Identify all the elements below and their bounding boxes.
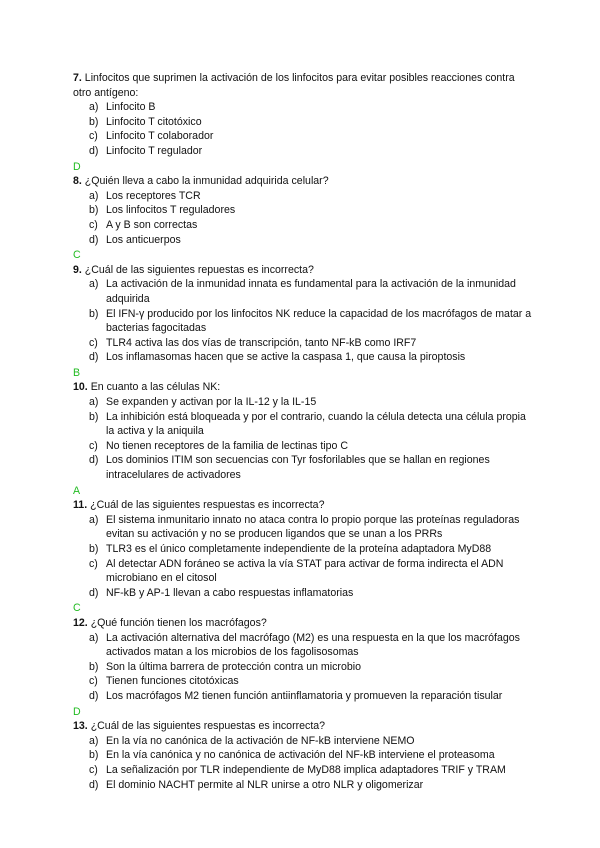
option-item	[89, 203, 533, 218]
question-number: 11.	[73, 499, 88, 512]
option-item	[89, 100, 533, 115]
option-list	[73, 189, 533, 247]
option-letter: b)	[89, 204, 99, 217]
option-text: El IFN-γ producido por los linfocitos NK reduce la capacidad de los macrófagos de matar a bacterias fagocitadas	[106, 307, 532, 335]
answer-key: C	[73, 249, 81, 262]
option-item	[89, 660, 533, 675]
option-letter: d)	[89, 454, 99, 467]
option-letter: d)	[89, 233, 99, 246]
question-number: 9.	[73, 263, 82, 276]
option-text: En la vía no canónica de la activación de NF-kB interviene NEMO	[106, 734, 415, 747]
option-letter: a)	[89, 101, 99, 114]
option-letter: d)	[89, 689, 99, 702]
option-item	[89, 689, 533, 704]
option-letter: d)	[89, 586, 99, 599]
option-text: TLR4 activa las dos vías de transcripción, tanto NF-kB como IRF7	[106, 336, 417, 349]
question-number: 12.	[73, 616, 88, 629]
option-item	[89, 218, 533, 233]
question-11	[73, 498, 533, 616]
question-text: En cuanto a las células NK:	[90, 381, 221, 394]
answer-key: D	[73, 705, 81, 718]
option-text: Linfocito T colaborador	[106, 130, 214, 143]
option-text: No tienen receptores de la familia de lectinas tipo C	[106, 439, 349, 452]
option-text: Los dominios ITIM son secuencias con Tyr fosforilables que se hallan en regiones intracelulares de activadores	[106, 454, 490, 482]
option-text: Los inflamasomas hacen que se active la caspasa 1, que causa la piroptosis	[106, 351, 466, 364]
question-text: ¿Qué función tienen los macrófagos?	[90, 616, 267, 629]
option-letter: d)	[89, 351, 99, 364]
question-number: 13.	[73, 720, 88, 733]
option-item	[89, 674, 533, 689]
option-text: Tienen funciones citotóxicas	[106, 675, 239, 688]
option-item	[89, 350, 533, 365]
question-12	[73, 616, 533, 719]
option-item	[89, 453, 533, 482]
option-item	[89, 513, 533, 542]
option-item	[89, 307, 533, 336]
option-text: El sistema inmunitario innato no ataca contra lo propio porque las proteínas reguladoras evitan su activación y no se producen ligandos que se unan a los PRRs	[106, 513, 520, 541]
option-list	[73, 631, 533, 704]
question-stem	[73, 174, 533, 189]
option-list	[73, 734, 533, 792]
option-list	[73, 100, 533, 158]
option-item	[89, 189, 533, 204]
option-text: Los linfocitos T reguladores	[106, 204, 236, 217]
option-letter: a)	[89, 396, 99, 409]
option-letter: b)	[89, 543, 99, 555]
question-stem	[73, 498, 533, 513]
option-letter: a)	[89, 189, 99, 202]
question-10	[73, 380, 533, 498]
option-letter: a)	[89, 278, 99, 291]
question-9	[73, 263, 533, 381]
option-text: NF-kB y AP-1 llevan a cabo respuestas inflamatorias	[106, 586, 354, 599]
option-text: Linfocito T regulador	[106, 144, 203, 157]
option-text: Al detectar ADN foráneo se activa la vía STAT para activar de forma indirecta el ADN microbiano en el citosol	[106, 557, 504, 585]
answer-key: C	[73, 602, 81, 615]
question-list	[73, 71, 533, 792]
option-item	[89, 439, 533, 454]
option-item	[89, 763, 533, 778]
option-item	[89, 277, 533, 306]
option-text: La activación alternativa del macrófago (M2) es una respuesta en la que los macrófagos activados matan a los microbios de los fagolisosomas	[106, 631, 520, 659]
question-number: 8.	[73, 175, 82, 188]
option-text: TLR3 es el único completamente independiente de la proteína adaptadora MyD88	[106, 543, 492, 555]
option-letter: c)	[89, 675, 98, 688]
option-item	[89, 233, 533, 248]
option-list	[73, 395, 533, 483]
option-letter: c)	[89, 557, 98, 570]
option-item	[89, 129, 533, 144]
question-stem	[73, 616, 533, 631]
option-item	[89, 144, 533, 159]
option-item	[89, 542, 533, 557]
question-text: Linfocitos que suprimen la activación de los linfocitos para evitar posibles reacciones contra otro antígeno:	[73, 72, 515, 99]
question-text: ¿Cuál de las siguientes repuestas es incorrecta?	[84, 263, 314, 276]
option-item	[89, 336, 533, 351]
option-letter: c)	[89, 763, 98, 776]
option-text: Son la última barrera de protección contra un microbio	[106, 660, 361, 673]
option-letter: b)	[89, 307, 99, 320]
option-item	[89, 115, 533, 130]
question-text: ¿Cuál de las siguientes respuestas es incorrecta?	[90, 499, 325, 512]
option-text: El dominio NACHT permite al NLR unirse a otro NLR y oligomerizar	[106, 778, 424, 791]
option-text: La inhibición está bloqueada y por el contrario, cuando la célula detecta una célula propia la activa y la aniquila	[106, 410, 526, 438]
option-item	[89, 778, 533, 793]
option-item	[89, 410, 533, 439]
option-letter: c)	[89, 336, 98, 349]
option-text: Los macrófagos M2 tienen función antiinflamatoria y promueven la reparación tisular	[106, 689, 503, 702]
option-letter: d)	[89, 144, 99, 157]
option-letter: b)	[89, 115, 99, 128]
option-item	[89, 395, 533, 410]
option-list	[73, 277, 533, 365]
option-text: En la vía canónica y no canónica de activación del NF-kB interviene el proteasoma	[106, 749, 495, 762]
option-text: La activación de la inmunidad innata es fundamental para la activación de la inmunidad adquirida	[106, 278, 516, 305]
option-letter: a)	[89, 513, 99, 526]
option-letter: d)	[89, 778, 99, 791]
answer-key: B	[73, 366, 81, 379]
question-7	[73, 71, 533, 174]
question-stem	[73, 380, 533, 395]
question-13	[73, 719, 533, 792]
question-stem	[73, 263, 533, 278]
option-item	[89, 586, 533, 601]
option-letter: b)	[89, 660, 99, 673]
question-text: ¿Quién lleva a cabo la inmunidad adquirida celular?	[84, 175, 329, 188]
question-stem	[73, 71, 533, 100]
option-item	[89, 734, 533, 749]
option-letter: a)	[89, 734, 99, 747]
question-text: ¿Cuál de las siguientes respuestas es incorrecta?	[90, 720, 326, 733]
option-text: Los receptores TCR	[106, 189, 201, 202]
option-item	[89, 748, 533, 763]
answer-key: D	[73, 160, 81, 173]
answer-key: A	[73, 484, 81, 497]
option-letter: b)	[89, 410, 99, 423]
question-stem	[73, 719, 533, 734]
option-text: La señalización por TLR independiente de MyD88 implica adaptadores TRIF y TRAM	[106, 763, 506, 776]
option-item	[89, 557, 533, 586]
option-text: A y B son correctas	[106, 218, 198, 231]
option-letter: a)	[89, 631, 99, 644]
option-letter: c)	[89, 218, 98, 231]
option-letter: c)	[89, 130, 98, 143]
option-text: Los anticuerpos	[106, 233, 181, 246]
option-text: Linfocito B	[106, 101, 156, 114]
option-text: Linfocito T citotóxico	[106, 115, 202, 128]
question-number: 7.	[73, 72, 82, 84]
option-list	[73, 513, 533, 601]
question-8	[73, 174, 533, 263]
option-text: Se expanden y activan por la IL-12 y la IL-15	[106, 396, 317, 409]
option-item	[89, 631, 533, 660]
option-letter: b)	[89, 749, 99, 762]
option-letter: c)	[89, 439, 98, 452]
question-number: 10.	[73, 381, 88, 394]
